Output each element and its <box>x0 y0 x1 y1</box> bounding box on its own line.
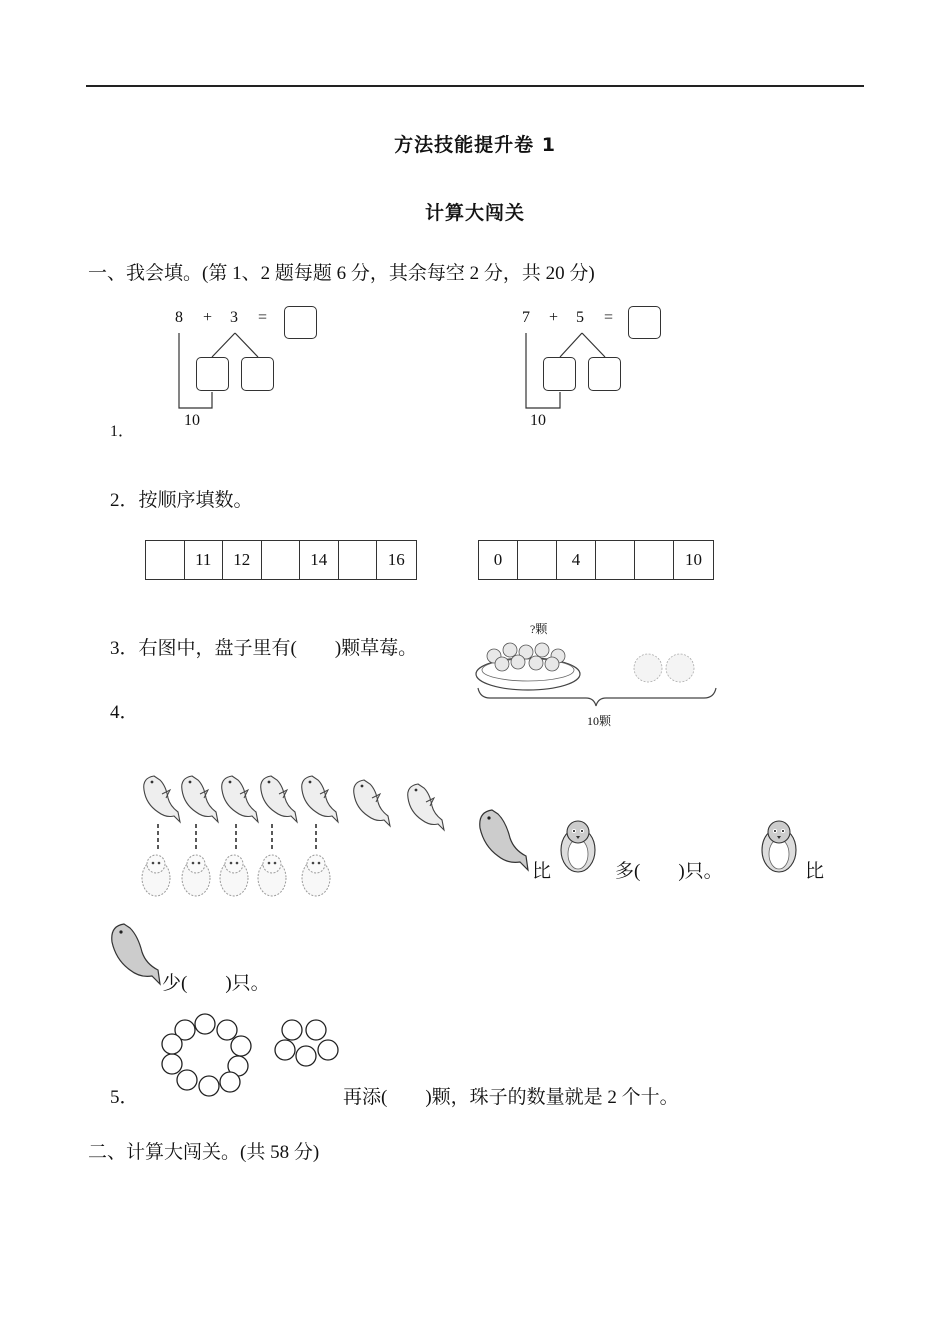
q1-d2-op: + <box>549 309 559 326</box>
q2-text: 2．按顺序填数。 <box>110 490 253 511</box>
q1-d2-eq: = <box>604 309 614 326</box>
q2-r1-cell: 14 <box>300 541 339 579</box>
section1-heading: 一、我会填。(第 1、2 题每题 6 分，其余每空 2 分，共 20 分) <box>88 263 595 284</box>
q2-r2-cell: 0 <box>479 541 518 579</box>
q1-d1-ten: 10 <box>184 412 200 429</box>
q1-d2-ten: 10 <box>530 412 546 429</box>
q4-number: 4． <box>110 702 139 723</box>
q2-r1-cell: 16 <box>387 550 405 569</box>
q5-text: 再添( )颗，珠子的数量就是 2 个十。 <box>343 1087 679 1108</box>
q1-d1-b: 3 <box>230 309 238 326</box>
q1-d2-a: 7 <box>522 309 530 326</box>
section2-heading: 二、计算大闯关。(共 58 分) <box>88 1142 320 1163</box>
q2-r1-cell: 11 <box>185 541 224 579</box>
q2-r2-cell: 4 <box>557 541 596 579</box>
q1-d1-a: 8 <box>175 309 183 326</box>
q2-r2-cell: 10 <box>685 550 702 569</box>
q1-number: 1． <box>110 423 135 440</box>
q2-r1-cell: 12 <box>223 541 262 579</box>
q4-compare-1-bi: 比 <box>532 861 552 882</box>
strawberry-label-top: ?颗 <box>530 622 548 636</box>
q4-compare-2-bi: 比 <box>805 861 825 882</box>
q5-number: 5． <box>110 1087 139 1108</box>
page-subtitle: 计算大闯关 <box>424 202 525 224</box>
q3-text: 3．右图中，盘子里有( )颗草莓。 <box>110 638 418 659</box>
q1-d1-op: + <box>203 309 213 326</box>
strawberry-label-bottom: 10颗 <box>587 714 612 728</box>
q1-d1-eq: = <box>258 309 268 326</box>
q1-d2-b: 5 <box>576 309 584 326</box>
q4-compare-2-tail: 少( )只。 <box>162 973 270 994</box>
q4-compare-1-tail: 多( )只。 <box>615 861 723 882</box>
page-title: 方法技能提升卷 1 <box>394 134 556 156</box>
